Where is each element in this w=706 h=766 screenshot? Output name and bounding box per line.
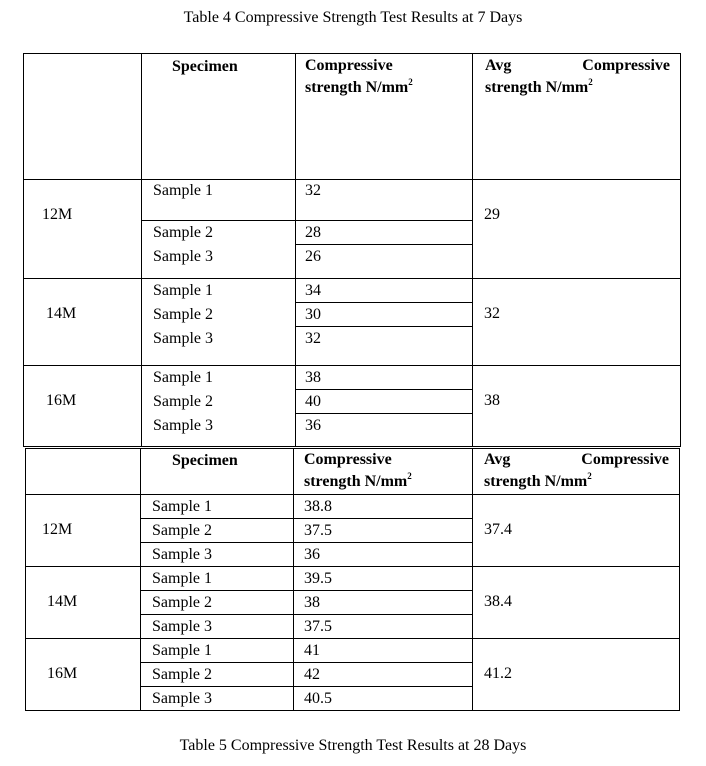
table5-value: 37.5: [304, 522, 332, 539]
table4-sample: Sample 3: [153, 330, 213, 347]
table4-header-avg: Avg Compressive: [485, 57, 670, 74]
table5-group-avg: 37.4: [484, 521, 512, 538]
table5-value: 39.5: [304, 570, 332, 587]
table4-sample: Sample 3: [153, 417, 213, 434]
table5-value: 36: [304, 546, 320, 563]
table5-header-avg: Avg Compressive: [484, 451, 669, 468]
table4-group-avg: 38: [484, 392, 500, 409]
table4-sample: Sample 2: [153, 224, 213, 241]
table4-value: 32: [305, 182, 321, 199]
table5-sample: Sample 1: [152, 642, 212, 659]
table4-value: 28: [305, 224, 321, 241]
table5-group-avg: 38.4: [484, 593, 512, 610]
table5-value: 37.5: [304, 618, 332, 635]
table4-value: 40: [305, 393, 321, 410]
table4-group-avg: 32: [484, 305, 500, 322]
table4-sample: Sample 1: [153, 282, 213, 299]
table5-value: 38: [304, 594, 320, 611]
table5-header-specimen: Specimen: [172, 452, 238, 469]
table4-value: 26: [305, 248, 321, 265]
table4-group-avg: 29: [484, 206, 500, 223]
table5-value: 38.8: [304, 498, 332, 515]
table5-header-avg-unit: strength $N/mm^2$: [484, 470, 592, 490]
table5-sample: Sample 2: [152, 594, 212, 611]
table4-header-specimen: Specimen: [172, 58, 238, 75]
table5-group-label: 12M: [42, 521, 73, 538]
table5-header-strength: Compressive strength $N/mm^2$: [304, 451, 412, 490]
table5-sample: Sample 1: [152, 570, 212, 587]
table5-group-label: 14M: [47, 593, 78, 610]
table4-header-avg-unit: strength $N/mm^2$: [485, 76, 593, 96]
table5-value: 40.5: [304, 690, 332, 707]
table4-group-label: 14M: [46, 305, 77, 322]
table5-sample: Sample 1: [152, 498, 212, 515]
table4-sample: Sample 1: [153, 182, 213, 199]
table4-sample: Sample 2: [153, 306, 213, 323]
table4-sample: Sample 1: [153, 369, 213, 386]
table5-caption: Table 5 Compressive Strength Test Results at 28 Days: [179, 737, 527, 754]
table4-value: 36: [305, 417, 321, 434]
table4-header-strength: Compressive strength $N/mm^2$: [305, 57, 413, 96]
table4-sample: Sample 2: [153, 393, 213, 410]
table5-sample: Sample 3: [152, 618, 212, 635]
table4-sample: Sample 3: [153, 248, 213, 265]
table4-value: 32: [305, 330, 321, 347]
table5-group-avg: 41.2: [484, 665, 512, 682]
table4-value: 34: [305, 282, 321, 299]
table5-group-label: 16M: [47, 665, 78, 682]
table5-sample: Sample 3: [152, 690, 212, 707]
table5-sample: Sample 2: [152, 666, 212, 683]
table4-value: 30: [305, 306, 321, 323]
table5-sample: Sample 2: [152, 522, 212, 539]
table5-value: 42: [304, 666, 320, 683]
table4-group-label: 12M: [42, 206, 73, 223]
table4-group-label: 16M: [46, 392, 77, 409]
table4-value: 38: [305, 369, 321, 386]
table5-value: 41: [304, 642, 320, 659]
table4-caption: Table 4 Compressive Strength Test Results at 7 Days: [183, 9, 523, 26]
table5-sample: Sample 3: [152, 546, 212, 563]
